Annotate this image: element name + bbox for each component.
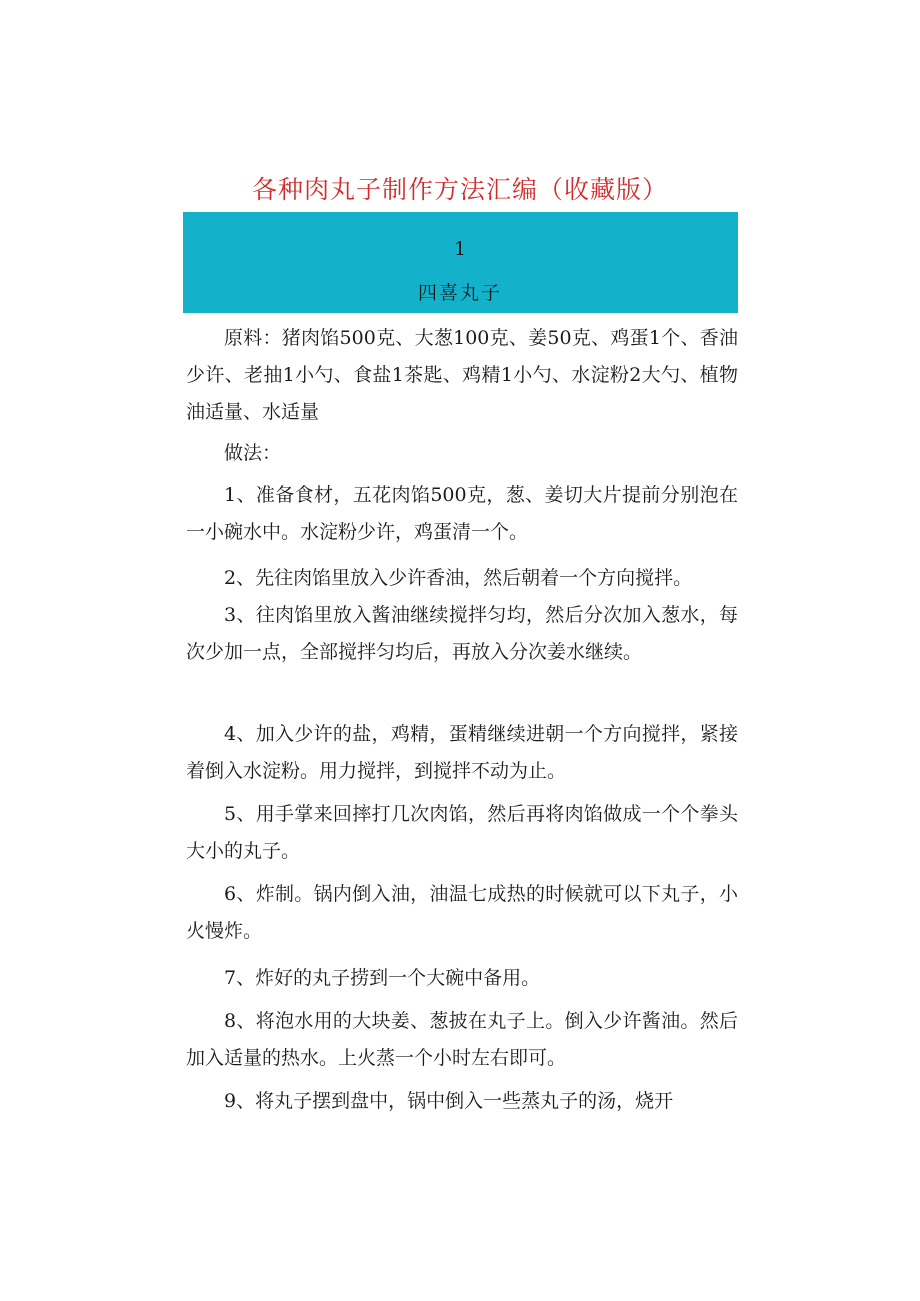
step-paragraph: 3、往肉馅里放入酱油继续搅拌匀均，然后分次加入葱水，每次少加一点，全部搅拌匀均后，再放入分次姜水继续。 [186, 604, 738, 663]
ingredients-paragraph: 原料：猪肉馅500克、大葱100克、姜50克、鸡蛋1个、香油少许、老抽1小勺、食盐1茶匙、鸡精1小勺、水淀粉2大勺、植物油适量、水适量 [186, 327, 738, 423]
step-paragraph: 6、炸制。锅内倒入油，油温七成热的时候就可以下丸子，小火慢炸。 [186, 883, 738, 942]
step-paragraph: 2、先往肉馅里放入少许香油，然后朝着一个方向搅拌。 [224, 567, 693, 589]
step-paragraph: 1、准备食材，五花肉馅500克，葱、姜切大片提前分别泡在一小碗水中。水淀粉少许，鸡蛋清一个。 [186, 484, 738, 543]
document-title: 各种肉丸子制作方法汇编（收藏版） [251, 175, 668, 204]
step-paragraph: 4、加入少许的盐，鸡精，蛋精继续进朝一个方向搅拌，紧接着倒入水淀粉。用力搅拌，到搅拌不动为止。 [186, 723, 738, 782]
step-paragraph: 7、炸好的丸子捞到一个大碗中备用。 [224, 967, 541, 989]
method-label: 做法： [224, 442, 282, 464]
section-number: 1 [453, 238, 467, 260]
step-paragraph: 9、将丸子摆到盘中，锅中倒入一些蒸丸子的汤，烧开 [224, 1090, 674, 1112]
section-heading: 四喜丸子 [417, 282, 502, 304]
step-paragraph: 8、将泡水用的大块姜、葱披在丸子上。倒入少许酱油。然后加入适量的热水。上火蒸一个小时左右即可。 [186, 1010, 738, 1069]
step-paragraph: 5、用手掌来回摔打几次肉馅，然后再将肉馅做成一个个拳头大小的丸子。 [186, 803, 738, 862]
